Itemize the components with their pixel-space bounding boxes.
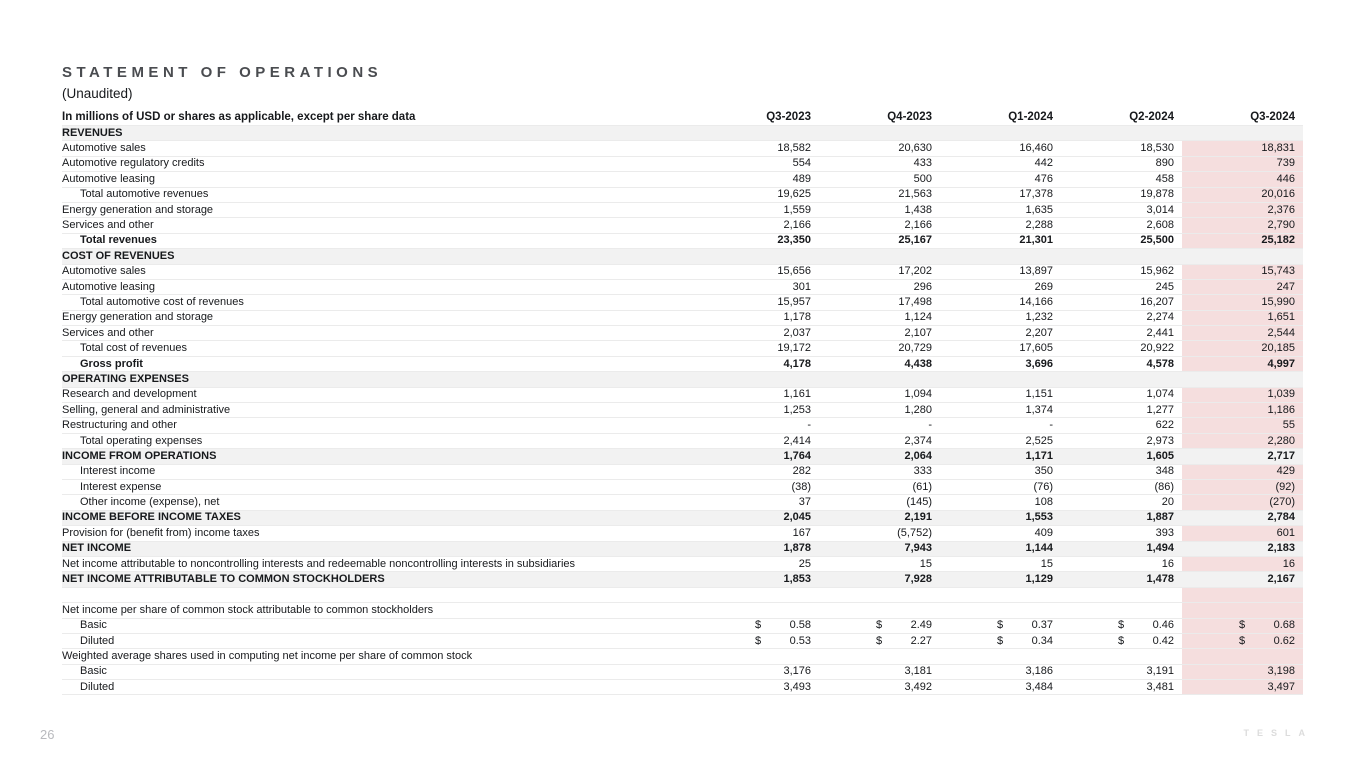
row-label: Basic	[80, 665, 107, 678]
cell-value: 7,928	[904, 573, 932, 586]
cell-value: 17,498	[898, 295, 932, 308]
cell-value: 16	[1161, 557, 1174, 570]
cell-value: 3,696	[1025, 357, 1053, 370]
cell-value: 17,378	[1019, 188, 1053, 201]
cell-value: 2,183	[1267, 542, 1295, 555]
cell-value: 296	[913, 280, 932, 293]
value: 0.46	[1152, 619, 1174, 632]
cell-value: 1,494	[1146, 542, 1174, 555]
cell-value	[1061, 649, 1182, 663]
column-header: Q4-2023	[887, 110, 932, 123]
cell-value	[1061, 603, 1182, 617]
cell-value: (145)	[906, 496, 932, 509]
currency-symbol: $	[1239, 619, 1246, 632]
table-row	[62, 480, 1303, 495]
value: 0.62	[1273, 634, 1295, 647]
cell-value: 21,563	[898, 188, 932, 201]
cell-value: 3,481	[1146, 680, 1174, 693]
cell-value: 108	[1034, 496, 1053, 509]
value: 0.42	[1152, 634, 1174, 647]
row-label: Total automotive cost of revenues	[80, 295, 244, 308]
table-row	[62, 172, 1303, 187]
cell-value: 1,635	[1025, 203, 1053, 216]
table-header-row	[62, 110, 1303, 126]
cell-value: 2,544	[1182, 326, 1303, 340]
table-row	[62, 341, 1303, 356]
cell-value: 1,129	[1025, 573, 1053, 586]
row-label: Restructuring and other	[62, 419, 177, 432]
cell-value: 3,484	[1025, 680, 1053, 693]
cell-value: 1,186	[1182, 403, 1303, 417]
row-label: Automotive sales	[62, 142, 146, 155]
cell-value	[940, 588, 1061, 602]
cell-value: 3,191	[1146, 665, 1174, 678]
row-label: Total operating expenses	[80, 434, 203, 447]
cell-value: 1,478	[1146, 573, 1174, 586]
table-row	[62, 218, 1303, 233]
value: 0.58	[789, 619, 811, 632]
table-row	[62, 326, 1303, 341]
value: 0.37	[1031, 619, 1053, 632]
cell-value: 2,064	[904, 449, 932, 462]
row-label: Basic	[80, 619, 107, 632]
cell-value: 301	[792, 280, 811, 293]
cell-value: 1,878	[783, 542, 811, 555]
cell-value: 333	[913, 465, 932, 478]
cell-value	[819, 619, 940, 633]
value: 0.53	[789, 634, 811, 647]
cell-value: 20,185	[1182, 341, 1303, 355]
row-label: Other income (expense), net	[80, 496, 220, 509]
cell-value: 13,897	[1019, 265, 1053, 278]
cell-value: 1,124	[904, 311, 932, 324]
cell-value: 4,997	[1182, 357, 1303, 371]
row-label: Research and development	[62, 388, 197, 401]
cell-value: 1,280	[904, 403, 932, 416]
cell-value	[1061, 619, 1182, 633]
row-label: NET INCOME ATTRIBUTABLE TO COMMON STOCKHOLDERS	[62, 573, 385, 586]
cell-value: 4,178	[783, 357, 811, 370]
page-subtitle: (Unaudited)	[62, 86, 133, 101]
value: 0.34	[1031, 634, 1053, 647]
row-label: Energy generation and storage	[62, 203, 214, 216]
cell-value: 2,414	[783, 434, 811, 447]
table-row	[62, 680, 1303, 695]
cell-value	[1182, 619, 1303, 633]
cell-value: 16	[1182, 557, 1303, 571]
table-row	[62, 388, 1303, 403]
cell-value: 21,301	[1019, 234, 1053, 247]
currency-symbol: $	[997, 634, 1004, 647]
table-row	[62, 434, 1303, 449]
table-row	[62, 249, 1303, 264]
cell-value: 1,277	[1146, 403, 1174, 416]
cell-value: 2,374	[904, 434, 932, 447]
row-label: Weighted average shares used in computing net income per share of common stock	[62, 649, 473, 662]
cell-value	[940, 649, 1061, 663]
cell-value: 2,037	[783, 326, 811, 339]
cell-value: 245	[1155, 280, 1174, 293]
cell-value	[819, 588, 940, 602]
column-header: Q3-2024	[1250, 110, 1295, 123]
cell-value: 15	[919, 557, 932, 570]
cell-value	[698, 249, 819, 263]
cell-value	[1061, 372, 1182, 386]
cell-value: 20,630	[898, 142, 932, 155]
row-label: Diluted	[80, 634, 115, 647]
table-row	[62, 465, 1303, 480]
row-label: INCOME BEFORE INCOME TAXES	[62, 511, 241, 524]
table-row	[62, 372, 1303, 387]
cell-value	[1061, 588, 1182, 602]
cell-value: 2,288	[1025, 219, 1053, 232]
cell-value: 2,784	[1267, 511, 1295, 524]
cell-value: (86)	[1154, 480, 1174, 493]
cell-value: 1,144	[1025, 542, 1053, 555]
cell-value: 1,853	[783, 573, 811, 586]
column-header: Q2-2024	[1129, 110, 1174, 123]
table-row	[62, 141, 1303, 156]
cell-value	[1061, 126, 1182, 140]
cell-value	[1182, 634, 1303, 648]
table-row	[62, 511, 1303, 526]
cell-value: 55	[1182, 418, 1303, 432]
statement-table	[62, 110, 1303, 695]
row-label: Total automotive revenues	[80, 188, 209, 201]
table-row	[62, 526, 1303, 541]
cell-value: 393	[1155, 526, 1174, 539]
cell-value: 1,438	[904, 203, 932, 216]
row-label: COST OF REVENUES	[62, 249, 175, 262]
row-label: Automotive leasing	[62, 172, 155, 185]
cell-value	[1061, 249, 1182, 263]
cell-value: 25	[798, 557, 811, 570]
cell-value: 4,578	[1146, 357, 1174, 370]
table-row	[62, 572, 1303, 587]
column-header: Q1-2024	[1008, 110, 1053, 123]
cell-value: 1,171	[1025, 449, 1053, 462]
row-label: Net income per share of common stock attributable to common stockholders	[62, 603, 434, 616]
row-label: Services and other	[62, 326, 154, 339]
row-label: Provision for (benefit from) income taxes	[62, 526, 260, 539]
table-row	[62, 588, 1303, 603]
currency-symbol: $	[876, 619, 883, 632]
cell-value: 1,074	[1146, 388, 1174, 401]
cell-value: 3,497	[1182, 680, 1303, 694]
cell-value: 269	[1034, 280, 1053, 293]
cell-value: 2,525	[1025, 434, 1053, 447]
cell-value	[819, 249, 940, 263]
cell-value: 247	[1182, 280, 1303, 294]
table-row	[62, 557, 1303, 572]
table-row	[62, 649, 1303, 664]
cell-value: 429	[1182, 465, 1303, 479]
cell-value: 15,990	[1182, 295, 1303, 309]
cell-value: (61)	[912, 480, 932, 493]
table-row	[62, 311, 1303, 326]
row-label: Selling, general and administrative	[62, 403, 231, 416]
cell-value: 446	[1182, 172, 1303, 186]
cell-value	[940, 126, 1061, 140]
cell-value	[1182, 126, 1303, 140]
cell-value: 622	[1155, 419, 1174, 432]
cell-value: 3,198	[1182, 665, 1303, 679]
currency-symbol: $	[755, 634, 762, 647]
cell-value: 17,605	[1019, 342, 1053, 355]
row-label: Services and other	[62, 219, 154, 232]
table-row	[62, 126, 1303, 141]
cell-value: -	[807, 419, 811, 432]
cell-value: 1,553	[1025, 511, 1053, 524]
cell-value: 25,182	[1182, 234, 1303, 248]
cell-value: 23,350	[777, 234, 811, 247]
table-row	[62, 418, 1303, 433]
currency-symbol: $	[1118, 619, 1125, 632]
cell-value: 1,764	[783, 449, 811, 462]
cell-value: 37	[798, 496, 811, 509]
cell-value: 1,178	[783, 311, 811, 324]
cell-value: 2,441	[1146, 326, 1174, 339]
cell-value	[698, 634, 819, 648]
cell-value: 1,887	[1146, 511, 1174, 524]
cell-value: 16,460	[1019, 142, 1053, 155]
cell-value: 18,582	[777, 142, 811, 155]
cell-value: 14,166	[1019, 295, 1053, 308]
column-header: Q3-2023	[766, 110, 811, 123]
row-label: Energy generation and storage	[62, 311, 214, 324]
cell-value: 1,094	[904, 388, 932, 401]
cell-value: 2,045	[783, 511, 811, 524]
cell-value: 17,202	[898, 265, 932, 278]
cell-value: 20,016	[1182, 188, 1303, 202]
cell-value: 458	[1155, 172, 1174, 185]
cell-value: 15,962	[1140, 265, 1174, 278]
cell-value: 601	[1182, 526, 1303, 540]
value: 2.49	[910, 619, 932, 632]
cell-value: 2,376	[1182, 203, 1303, 217]
row-label: INCOME FROM OPERATIONS	[62, 449, 217, 462]
cell-value: 2,608	[1146, 219, 1174, 232]
cell-value: 2,191	[904, 511, 932, 524]
cell-value: 1,374	[1025, 403, 1053, 416]
cell-value: 2,107	[904, 326, 932, 339]
currency-symbol: $	[755, 619, 762, 632]
cell-value: 2,166	[783, 219, 811, 232]
cell-value: 739	[1182, 157, 1303, 171]
cell-value: 2,207	[1025, 326, 1053, 339]
cell-value: 18,530	[1140, 142, 1174, 155]
cell-value	[940, 603, 1061, 617]
row-label: Automotive leasing	[62, 280, 155, 293]
cell-value: 489	[792, 172, 811, 185]
cell-value: 15,656	[777, 265, 811, 278]
cell-value: 554	[792, 157, 811, 170]
page-title: STATEMENT OF OPERATIONS	[62, 64, 383, 81]
table-row	[62, 295, 1303, 310]
table-row	[62, 265, 1303, 280]
cell-value	[698, 603, 819, 617]
currency-symbol: $	[997, 619, 1004, 632]
cell-value: 4,438	[904, 357, 932, 370]
cell-value: 890	[1155, 157, 1174, 170]
cell-value: 348	[1155, 465, 1174, 478]
title-block	[62, 64, 382, 101]
cell-value	[940, 249, 1061, 263]
cell-value: 1,232	[1025, 311, 1053, 324]
cell-value: 2,274	[1146, 311, 1174, 324]
cell-value	[698, 588, 819, 602]
cell-value	[1182, 649, 1303, 663]
cell-value: 2,717	[1267, 449, 1295, 462]
table-row	[62, 495, 1303, 510]
unit-note: In millions of USD or shares as applicable, except per share data	[62, 110, 416, 123]
cell-value: 350	[1034, 465, 1053, 478]
cell-value: 19,625	[777, 188, 811, 201]
table-row	[62, 403, 1303, 418]
cell-value: 20	[1161, 496, 1174, 509]
cell-value: 3,181	[904, 665, 932, 678]
cell-value	[940, 634, 1061, 648]
cell-value: -	[1049, 419, 1053, 432]
cell-value	[1182, 249, 1303, 263]
cell-value: 500	[913, 172, 932, 185]
cell-value: 20,922	[1140, 342, 1174, 355]
cell-value: (5,752)	[897, 526, 932, 539]
currency-symbol: $	[876, 634, 883, 647]
row-label: Automotive sales	[62, 265, 146, 278]
cell-value	[1182, 588, 1303, 602]
row-label: Total revenues	[80, 234, 157, 247]
row-label: NET INCOME	[62, 542, 132, 555]
cell-value: 16,207	[1140, 295, 1174, 308]
table-row	[62, 234, 1303, 249]
table-row	[62, 603, 1303, 618]
cell-value: 2,166	[904, 219, 932, 232]
tesla-logo: TESLA	[1243, 728, 1313, 738]
cell-value: 25,500	[1140, 234, 1174, 247]
cell-value	[819, 126, 940, 140]
cell-value	[698, 126, 819, 140]
table-row	[62, 619, 1303, 634]
table-row	[62, 634, 1303, 649]
cell-value: -	[928, 419, 932, 432]
table-row	[62, 188, 1303, 203]
cell-value: 1,253	[783, 403, 811, 416]
cell-value	[819, 603, 940, 617]
cell-value	[819, 372, 940, 386]
row-label: Gross profit	[80, 357, 143, 370]
currency-symbol: $	[1118, 634, 1125, 647]
cell-value: 3,176	[783, 665, 811, 678]
cell-value	[698, 619, 819, 633]
cell-value: 409	[1034, 526, 1053, 539]
cell-value	[1061, 634, 1182, 648]
page-number: 26	[40, 727, 55, 742]
cell-value: 2,973	[1146, 434, 1174, 447]
cell-value	[940, 372, 1061, 386]
table-row	[62, 357, 1303, 372]
cell-value: 20,729	[898, 342, 932, 355]
cell-value: 1,605	[1146, 449, 1174, 462]
table-row	[62, 665, 1303, 680]
cell-value: 1,161	[783, 388, 811, 401]
row-label: Interest expense	[80, 480, 162, 493]
cell-value: 2,790	[1182, 218, 1303, 232]
cell-value: 1,039	[1182, 388, 1303, 402]
row-label: Net income attributable to noncontrolling interests and redeemable noncontrolling interests in subsidiaries	[62, 557, 576, 570]
cell-value: 3,492	[904, 680, 932, 693]
cell-value: 15,957	[777, 295, 811, 308]
cell-value	[819, 634, 940, 648]
cell-value: (92)	[1182, 480, 1303, 494]
cell-value: 433	[913, 157, 932, 170]
value: 0.68	[1273, 619, 1295, 632]
cell-value: 3,493	[783, 680, 811, 693]
cell-value: 19,878	[1140, 188, 1174, 201]
cell-value: 2,167	[1267, 573, 1295, 586]
table-row	[62, 449, 1303, 464]
cell-value: 25,167	[898, 234, 932, 247]
cell-value: 1,651	[1182, 311, 1303, 325]
cell-value: 282	[792, 465, 811, 478]
row-label: OPERATING EXPENSES	[62, 372, 189, 385]
cell-value: 167	[792, 526, 811, 539]
cell-value	[698, 649, 819, 663]
cell-value: 3,186	[1025, 665, 1053, 678]
cell-value	[698, 372, 819, 386]
cell-value: 18,831	[1182, 141, 1303, 155]
cell-value: 2,280	[1182, 434, 1303, 448]
cell-value: 7,943	[904, 542, 932, 555]
cell-value: 15,743	[1182, 265, 1303, 279]
row-label: Diluted	[80, 680, 115, 693]
cell-value: 1,151	[1025, 388, 1053, 401]
value: 2.27	[910, 634, 932, 647]
table-row	[62, 157, 1303, 172]
table-row	[62, 542, 1303, 557]
row-label: REVENUES	[62, 126, 123, 139]
row-label	[62, 588, 698, 602]
cell-value: 476	[1034, 172, 1053, 185]
row-label: Interest income	[80, 465, 156, 478]
cell-value: 3,014	[1146, 203, 1174, 216]
cell-value: 19,172	[777, 342, 811, 355]
cell-value: (76)	[1033, 480, 1053, 493]
row-label: Automotive regulatory credits	[62, 157, 205, 170]
cell-value: 15	[1040, 557, 1053, 570]
cell-value	[940, 619, 1061, 633]
cell-value	[1182, 372, 1303, 386]
table-row	[62, 280, 1303, 295]
row-label: Total cost of revenues	[80, 342, 188, 355]
cell-value: (38)	[791, 480, 811, 493]
cell-value	[1182, 603, 1303, 617]
cell-value: 1,559	[783, 203, 811, 216]
cell-value	[819, 649, 940, 663]
table-row	[62, 203, 1303, 218]
currency-symbol: $	[1239, 634, 1246, 647]
cell-value: 442	[1034, 157, 1053, 170]
cell-value: (270)	[1182, 495, 1303, 509]
